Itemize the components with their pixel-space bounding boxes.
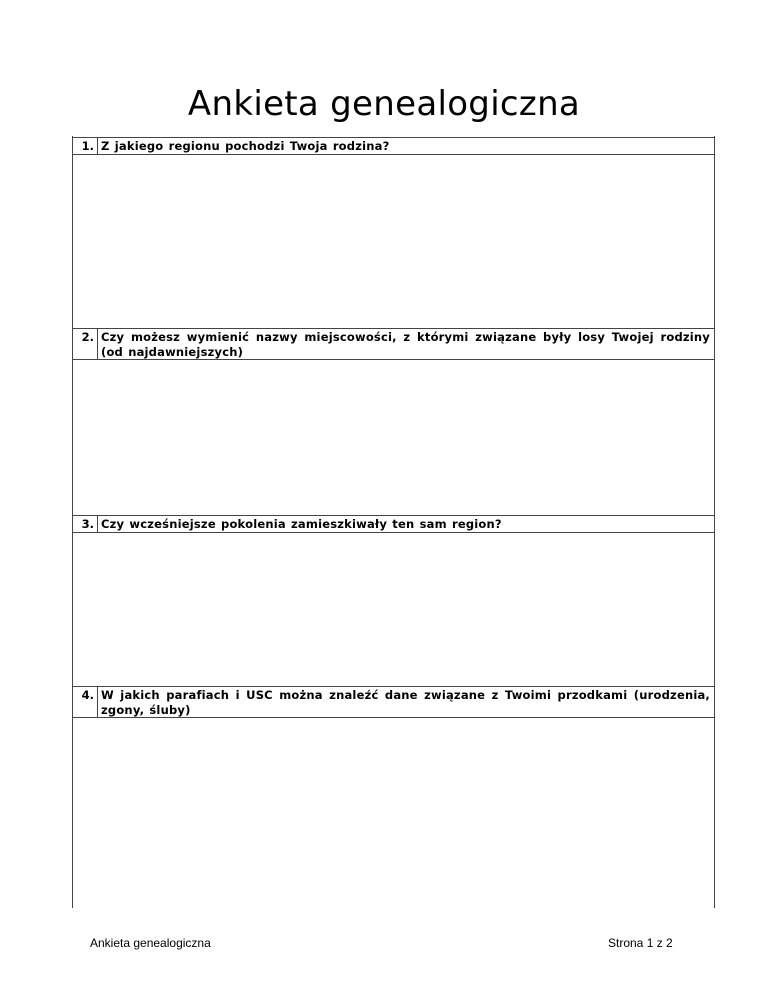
footer-page-number: Strona 1 z 2 [608, 936, 673, 950]
question-number: 3. [73, 516, 98, 532]
question-number: 2. [73, 329, 98, 359]
question-row [73, 137, 714, 155]
survey-table [72, 136, 715, 908]
question-row [73, 328, 714, 360]
page-title: Ankieta genealogiczna [187, 84, 581, 124]
question-text: Czy możesz wymienić nazwy miejscowości, z którymi związane były losy Twojej rodziny (od najdawniejszych) [101, 330, 710, 359]
question-number: 4. [73, 687, 98, 717]
answer-area[interactable] [73, 718, 714, 908]
question-row [73, 686, 714, 718]
answer-area[interactable] [73, 360, 714, 515]
question-text: Z jakiego regionu pochodzi Twoja rodzina? [101, 139, 390, 153]
answer-area[interactable] [73, 155, 714, 326]
question-row [73, 515, 714, 533]
question-text: Czy wcześniejsze pokolenia zamieszkiwały ten sam region? [101, 517, 502, 531]
answer-area[interactable] [73, 533, 714, 686]
footer-document-title: Ankieta genealogiczna [90, 936, 211, 950]
question-number: 1. [73, 138, 98, 154]
question-text: W jakich parafiach i USC można znaleźć dane związane z Twoimi przodkami (urodzenia, zgony, śluby) [101, 688, 710, 717]
